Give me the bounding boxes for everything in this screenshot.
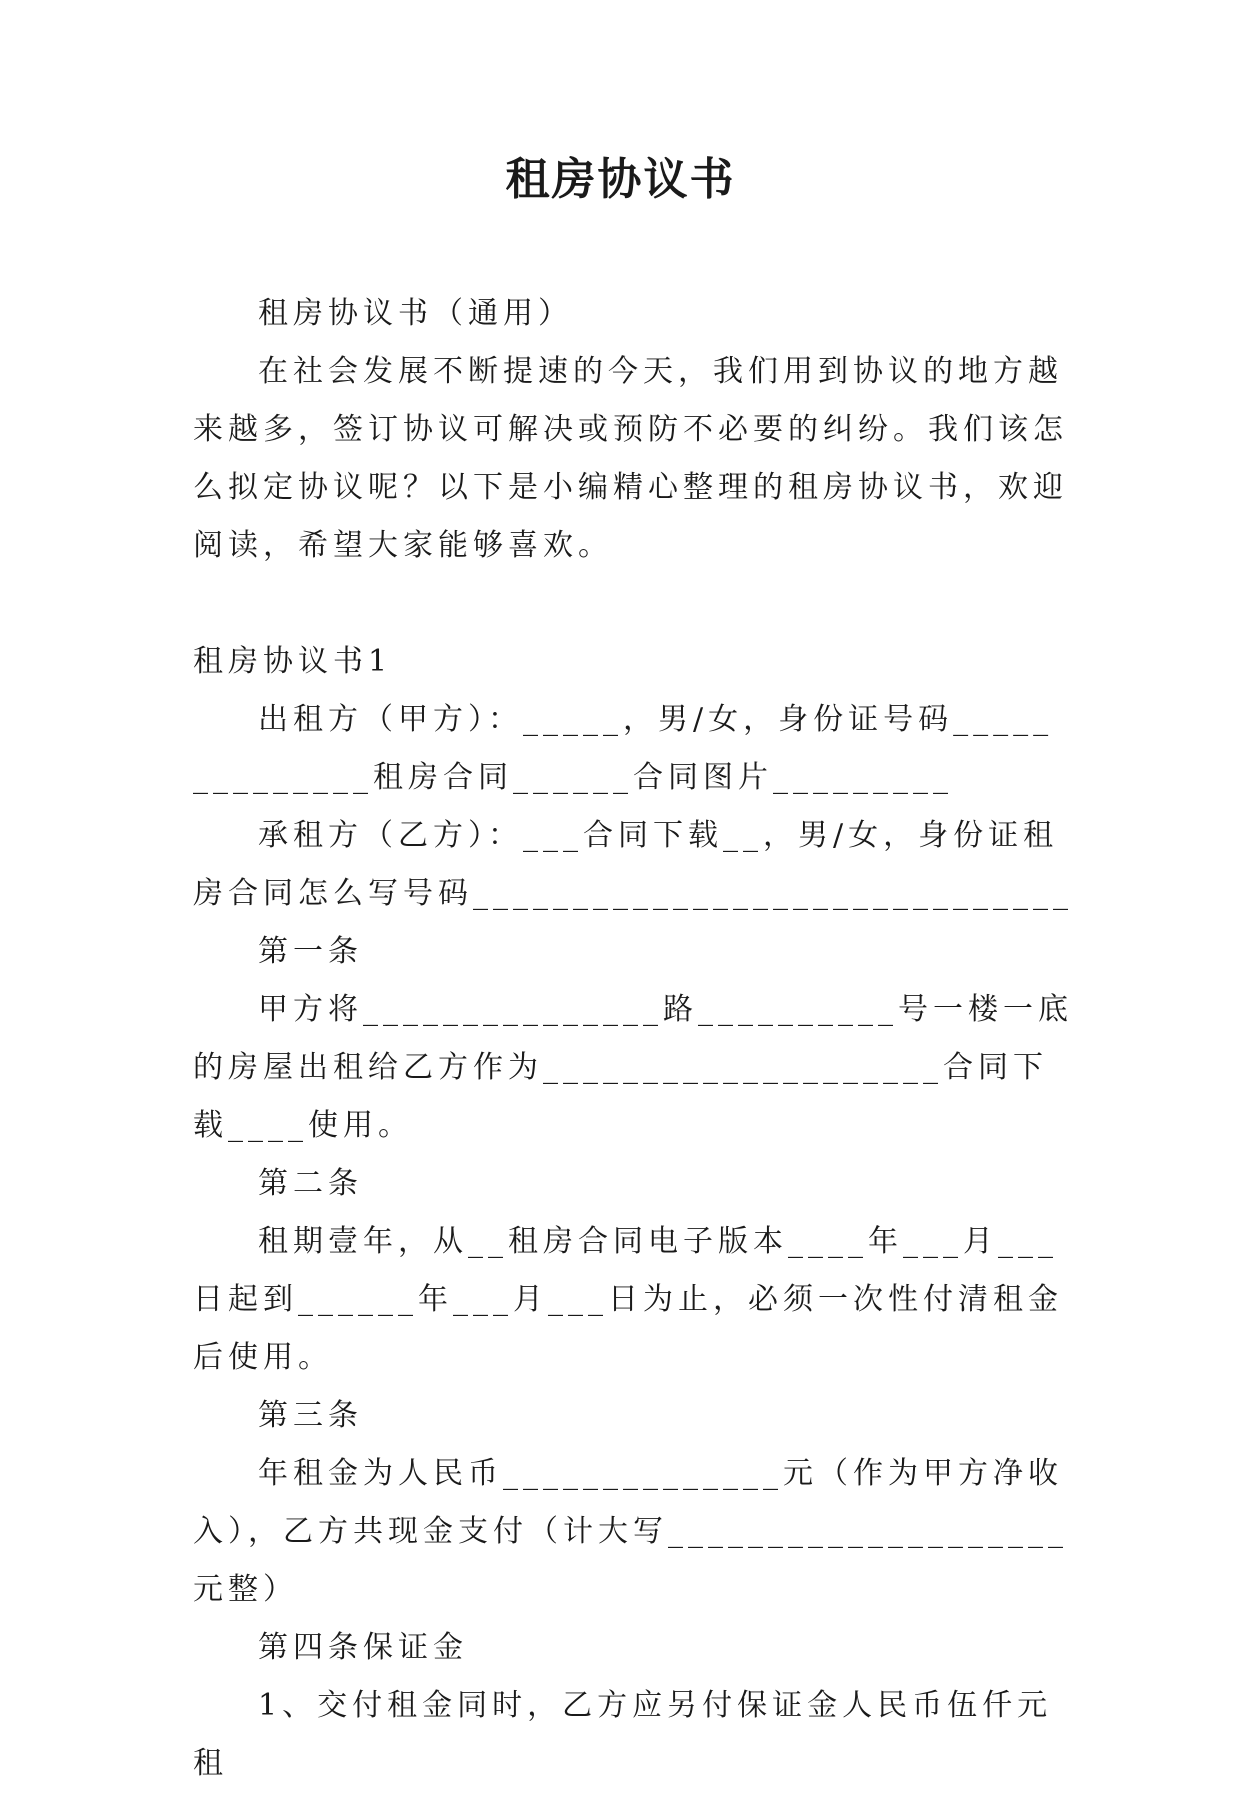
document-body <box>193 285 1073 1793</box>
article-1-heading: 第一条 <box>258 934 363 969</box>
article-1-paragraph: 甲方将_______________路__________号一楼一底的房屋出租给乙方作为____________________合同下载____使用。 <box>193 992 1073 1143</box>
article-4-heading: 第四条保证金 <box>258 1630 468 1665</box>
article-2-heading: 第二条 <box>258 1166 363 1201</box>
intro-paragraph: 在社会发展不断提速的今天，我们用到协议的地方越来越多，签订协议可解决或预防不必要的纠纷。我们该怎么拟定协议呢？以下是小编精心整理的租房协议书，欢迎阅读，希望大家能够喜欢。 <box>193 354 1068 563</box>
article-2-paragraph: 租期壹年，从__租房合同电子版本____年___月___日起到______年___月___日为止，必须一次性付清租金后使用。 <box>193 1224 1063 1375</box>
lessee-paragraph: 承租方（乙方）：___合同下载__，男/女，身份证租房合同怎么写号码______________________________ <box>193 818 1073 911</box>
article-3-paragraph: 年租金为人民币______________元（作为甲方净收入），乙方共现金支付（计大写____________________元整） <box>193 1456 1068 1607</box>
subtitle-paragraph: 租房协议书（通用） <box>258 296 573 331</box>
lessor-paragraph: 出租方（甲方）：_____，男/女，身份证号码______________租房合同______合同图片_________ <box>193 702 1054 795</box>
document-title: 租房协议书 <box>505 154 736 205</box>
article-4-item-1: 1、交付租金同时，乙方应另付保证金人民币伍仟元租 <box>193 1688 1053 1781</box>
article-3-heading: 第三条 <box>258 1398 363 1433</box>
section-heading: 租房协议书1 <box>193 644 393 679</box>
